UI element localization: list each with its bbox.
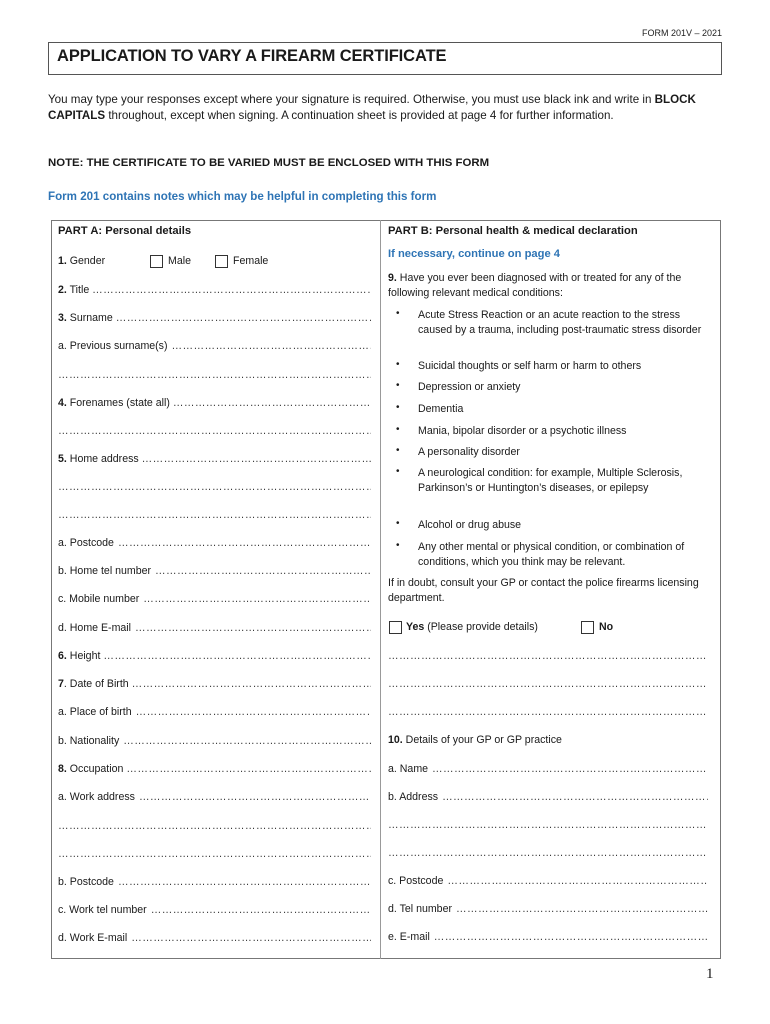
bullet: • (396, 424, 400, 435)
blank-dots (58, 509, 371, 521)
enclose-note: NOTE: THE CERTIFICATE TO BE VARIED MUST BE ENCLOSED WITH THIS FORM (48, 157, 490, 169)
continue-note: If necessary, continue on page 4 (388, 248, 561, 260)
condition-item: Mania, bipolar disorder or a psychotic illness (418, 425, 627, 437)
page-number: 1 (706, 966, 714, 982)
blank-dots (388, 819, 708, 831)
dob-field[interactable] (58, 678, 371, 690)
male-checkbox[interactable] (150, 255, 163, 268)
mobile-dots (143, 593, 371, 605)
surname-field[interactable] (58, 312, 371, 324)
q10-label: Details of your GP or GP practice (402, 734, 562, 746)
blank-dots (58, 369, 371, 381)
bullet: • (396, 466, 400, 477)
details-line-3[interactable] (388, 706, 708, 718)
height-dots (103, 650, 371, 662)
address-label: Home address (66, 453, 139, 465)
occupation-num: 8. (58, 763, 67, 775)
home-tel-label: b. Home tel number (58, 565, 152, 577)
bullet: • (396, 518, 400, 529)
bullet: • (396, 359, 400, 370)
gp-email-dots (434, 931, 708, 943)
gp-tel-field[interactable] (388, 903, 708, 915)
title-num: 2. (58, 284, 67, 296)
address-num: 5. (58, 453, 67, 465)
blank-dots (388, 678, 708, 690)
blank-dots (58, 848, 371, 860)
q10-num: 10. (388, 734, 403, 746)
occupation-dots (126, 763, 371, 775)
details-line-2[interactable] (388, 678, 708, 690)
q9-num: 9. (388, 272, 397, 284)
yes-option (406, 621, 538, 633)
gp-email-field[interactable] (388, 931, 708, 943)
surname-dots (116, 312, 371, 324)
address-dots (142, 453, 371, 465)
work-tel-label: c. Work tel number (58, 904, 147, 916)
no-label: No (599, 621, 614, 633)
home-email-label: d. Home E-mail (58, 622, 131, 634)
work-address-line-3[interactable] (58, 848, 371, 860)
gp-tel-label: d. Tel number (388, 903, 452, 915)
home-address-line-2[interactable] (58, 481, 371, 493)
blank-dots (58, 820, 371, 832)
gp-address-field[interactable] (388, 791, 708, 803)
forenames-dots (173, 397, 371, 409)
dob-num: 7 (58, 678, 64, 690)
gp-address-label: b. Address (388, 791, 439, 803)
no-checkbox[interactable] (581, 621, 594, 634)
home-postcode-label: a. Postcode (58, 537, 114, 549)
condition-item: A personality disorder (418, 446, 520, 458)
condition-item: Depression or anxiety (418, 381, 521, 393)
details-line-1[interactable] (388, 650, 708, 662)
work-postcode-field[interactable] (58, 876, 371, 888)
q9-text: Have you ever been diagnosed with or treated for any of the following relevant medical conditions: (388, 272, 682, 299)
home-postcode-field[interactable] (58, 537, 371, 549)
condition-item: Any other mental or physical condition, or combination of conditions, which you think may be relevant. (418, 541, 685, 568)
occupation-field[interactable] (58, 763, 371, 775)
home-tel-dots (155, 565, 371, 577)
column-divider (380, 220, 381, 959)
home-tel-field[interactable] (58, 565, 371, 577)
forenames-num: 4. (58, 397, 67, 409)
intro-text-1: You may type your responses except where your signature is required. Otherwise, you must use black ink and write in (48, 93, 655, 106)
condition-item: Dementia (418, 403, 464, 415)
home-postcode-dots (118, 537, 371, 549)
home-email-dots (135, 622, 371, 634)
previous-surname-line-2[interactable] (58, 369, 371, 381)
forenames-label: Forenames (state all) (66, 397, 170, 409)
gp-postcode-dots (447, 875, 708, 887)
condition-item: A neurological condition: for example, Multiple Sclerosis, Parkinson’s or Huntington’s diseases, or epilepsy (418, 467, 683, 494)
title-label: Title (66, 284, 90, 296)
female-checkbox[interactable] (215, 255, 228, 268)
occupation-label: Occupation (66, 763, 124, 775)
bullet: • (396, 308, 400, 319)
mobile-label: c. Mobile number (58, 593, 140, 605)
title-dots (92, 284, 371, 296)
gender-row (58, 255, 105, 267)
gender-label: Gender (66, 255, 106, 267)
form-number: FORM 201V – 2021 (641, 28, 722, 38)
dob-label: . Date of Birth (63, 678, 129, 690)
place-of-birth-label: a. Place of birth (58, 706, 132, 718)
condition-item: Acute Stress Reaction or an acute reaction to the stress caused by a trauma, including post-traumatic stress disorder (418, 309, 702, 336)
work-tel-field[interactable] (58, 904, 371, 916)
place-of-birth-field[interactable] (58, 706, 371, 718)
gp-name-field[interactable] (388, 763, 708, 775)
gp-address-line-2[interactable] (388, 819, 708, 831)
previous-surname-label: a. Previous surname(s) (58, 340, 168, 352)
work-email-field[interactable] (58, 932, 371, 944)
work-address-field[interactable] (58, 791, 371, 803)
gp-address-line-3[interactable] (388, 847, 708, 859)
part-b-heading: PART B: Personal health & medical declaration (388, 225, 638, 237)
gp-postcode-label: c. Postcode (388, 875, 444, 887)
part-a-heading: PART A: Personal details (58, 225, 192, 237)
home-email-field[interactable] (58, 622, 371, 634)
work-tel-dots (151, 904, 371, 916)
work-email-label: d. Work E-mail (58, 932, 128, 944)
title-box (48, 42, 722, 75)
surname-num: 3. (58, 312, 67, 324)
blank-dots (388, 706, 708, 718)
doubt-text: If in doubt, consult your GP or contact the police firearms licensing department. (388, 577, 699, 604)
intro-text-2: throughout, except when signing. A continuation sheet is provided at page 4 for further information. (105, 109, 614, 122)
height-label: Height (66, 650, 101, 662)
previous-surname-dots (172, 340, 371, 352)
blank-dots (58, 481, 371, 493)
bullet: • (396, 402, 400, 413)
form-201-notes: Form 201 contains notes which may be helpful in completing this form (48, 190, 437, 203)
gp-email-label: e. E-mail (388, 931, 430, 943)
height-num: 6. (58, 650, 67, 662)
yes-label: Yes (406, 621, 425, 633)
question-10 (388, 734, 562, 746)
intro-paragraph (48, 92, 724, 124)
previous-surname-field[interactable] (58, 340, 371, 352)
nationality-label: b. Nationality (58, 735, 120, 747)
gp-tel-dots (456, 903, 708, 915)
dob-dots (132, 678, 371, 690)
work-address-line-2[interactable] (58, 820, 371, 832)
nationality-field[interactable] (58, 735, 371, 747)
height-field[interactable] (58, 650, 371, 662)
surname-label: Surname (66, 312, 113, 324)
forenames-line-2[interactable] (58, 425, 371, 437)
intro-bold: BLOCK CAPITALS (48, 93, 696, 122)
title-field[interactable] (58, 284, 371, 296)
page-title: APPLICATION TO VARY A FIREARM CERTIFICATE (57, 47, 447, 65)
bullet: • (396, 540, 400, 551)
nationality-dots (123, 735, 371, 747)
condition-item: Alcohol or drug abuse (418, 519, 522, 531)
blank-dots (388, 847, 708, 859)
forenames-field[interactable] (58, 397, 371, 409)
blank-dots (388, 650, 708, 662)
gp-name-dots (432, 763, 708, 775)
work-postcode-dots (118, 876, 371, 888)
gp-postcode-field[interactable] (388, 875, 708, 887)
gender-num: 1. (58, 255, 67, 267)
home-address-field[interactable] (58, 453, 371, 465)
work-address-dots (139, 791, 371, 803)
male-label: Male (168, 255, 191, 267)
gp-name-label: a. Name (388, 763, 429, 775)
gp-address-dots (442, 791, 708, 803)
yes-hint: (Please provide details) (424, 621, 538, 633)
work-postcode-label: b. Postcode (58, 876, 114, 888)
place-of-birth-dots (136, 706, 371, 718)
question-9 (388, 271, 713, 301)
bullet: • (396, 380, 400, 391)
blank-dots (58, 425, 371, 437)
work-email-dots (131, 932, 371, 944)
home-address-line-3[interactable] (58, 509, 371, 521)
yes-checkbox[interactable] (389, 621, 402, 634)
condition-item: Suicidal thoughts or self harm or harm to others (418, 360, 642, 372)
mobile-field[interactable] (58, 593, 371, 605)
work-address-label: a. Work address (58, 791, 135, 803)
bullet: • (396, 445, 400, 456)
female-label: Female (233, 255, 269, 267)
